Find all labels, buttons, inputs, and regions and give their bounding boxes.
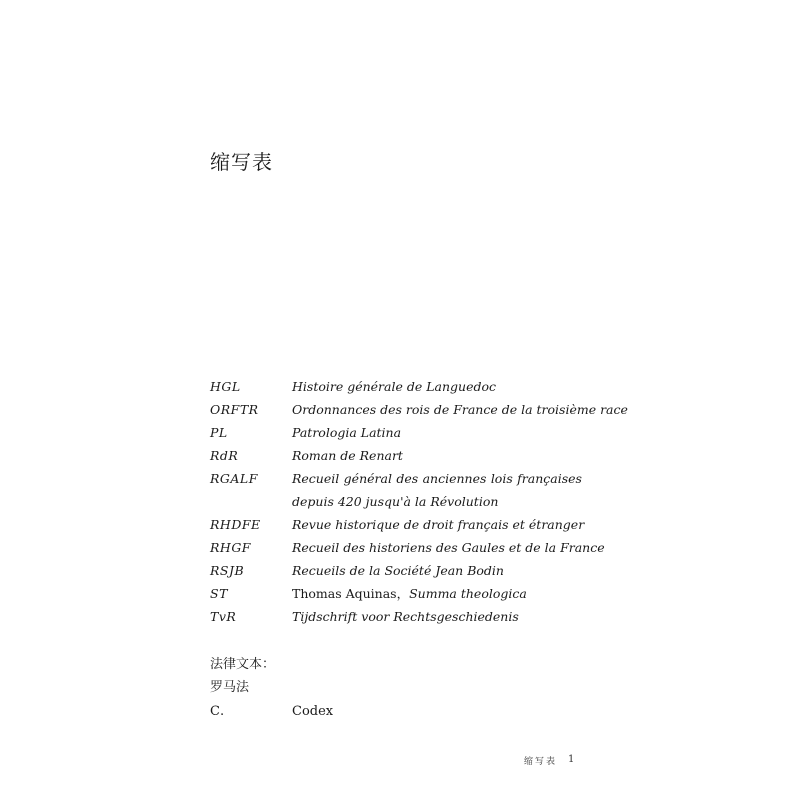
author-name: Thomas Aquinas， bbox=[292, 586, 410, 601]
abbreviation: RHGF bbox=[210, 540, 251, 555]
expansion bbox=[292, 582, 582, 605]
abbreviation: TvR bbox=[210, 609, 237, 624]
expansion-word: des bbox=[396, 471, 419, 486]
abbreviation: RSJB bbox=[210, 563, 245, 578]
running-title: 缩写表 bbox=[524, 757, 558, 767]
expansion: Histoire générale de Languedoc bbox=[292, 379, 497, 394]
expansion: Tijdschrift voor Rechtsgeschiedenis bbox=[292, 609, 519, 624]
list-item bbox=[210, 398, 628, 421]
expansion-word: général bbox=[343, 471, 392, 486]
expansion-continuation: depuis 420 jusqu'à la Révolution bbox=[292, 494, 499, 509]
expansion: Recueils de la Société Jean Bodin bbox=[292, 563, 504, 578]
expansion: Ordonnances des rois de France de la troisième race bbox=[292, 402, 628, 417]
list-item bbox=[210, 536, 605, 559]
expansion-word: lois bbox=[490, 471, 513, 486]
page-number: 1 bbox=[568, 754, 575, 765]
list-item bbox=[210, 375, 582, 398]
abbreviation: C. bbox=[210, 704, 225, 719]
list-item bbox=[210, 582, 582, 605]
list-item-continuation bbox=[210, 490, 582, 513]
legal-texts-heading: 法律文本： bbox=[210, 657, 276, 672]
list-item bbox=[210, 421, 582, 444]
abbreviation: RGALF bbox=[210, 471, 258, 486]
list-item bbox=[210, 605, 582, 628]
chapter-title: 缩写表 bbox=[210, 150, 273, 174]
expansion: Roman de Renart bbox=[292, 448, 403, 463]
expansion-word: françaises bbox=[517, 471, 582, 486]
abbreviation-list bbox=[210, 375, 628, 628]
abbreviation: HGL bbox=[210, 379, 241, 394]
expansion: Revue historique de droit français et étranger bbox=[292, 517, 585, 532]
list-item bbox=[210, 467, 582, 490]
abbreviation: ORFTR bbox=[210, 402, 259, 417]
expansion-word: anciennes bbox=[422, 471, 487, 486]
expansion: Patrologia Latina bbox=[292, 425, 402, 440]
expansion bbox=[292, 467, 582, 490]
expansion: Codex bbox=[292, 704, 334, 719]
abbreviation: PL bbox=[210, 425, 228, 440]
abbreviation: RdR bbox=[210, 448, 239, 463]
list-item bbox=[210, 700, 582, 723]
list-item bbox=[210, 559, 582, 582]
work-title: Summa theologica bbox=[409, 586, 527, 601]
list-item bbox=[210, 513, 585, 536]
abbreviation: ST bbox=[210, 586, 228, 601]
expansion: Recueil des historiens des Gaules et de la France bbox=[292, 540, 605, 555]
expansion-word: Recueil bbox=[292, 471, 340, 486]
list-item bbox=[210, 444, 582, 467]
roman-law-heading: 罗马法 bbox=[210, 680, 250, 695]
abbreviation: RHDFE bbox=[210, 517, 261, 532]
